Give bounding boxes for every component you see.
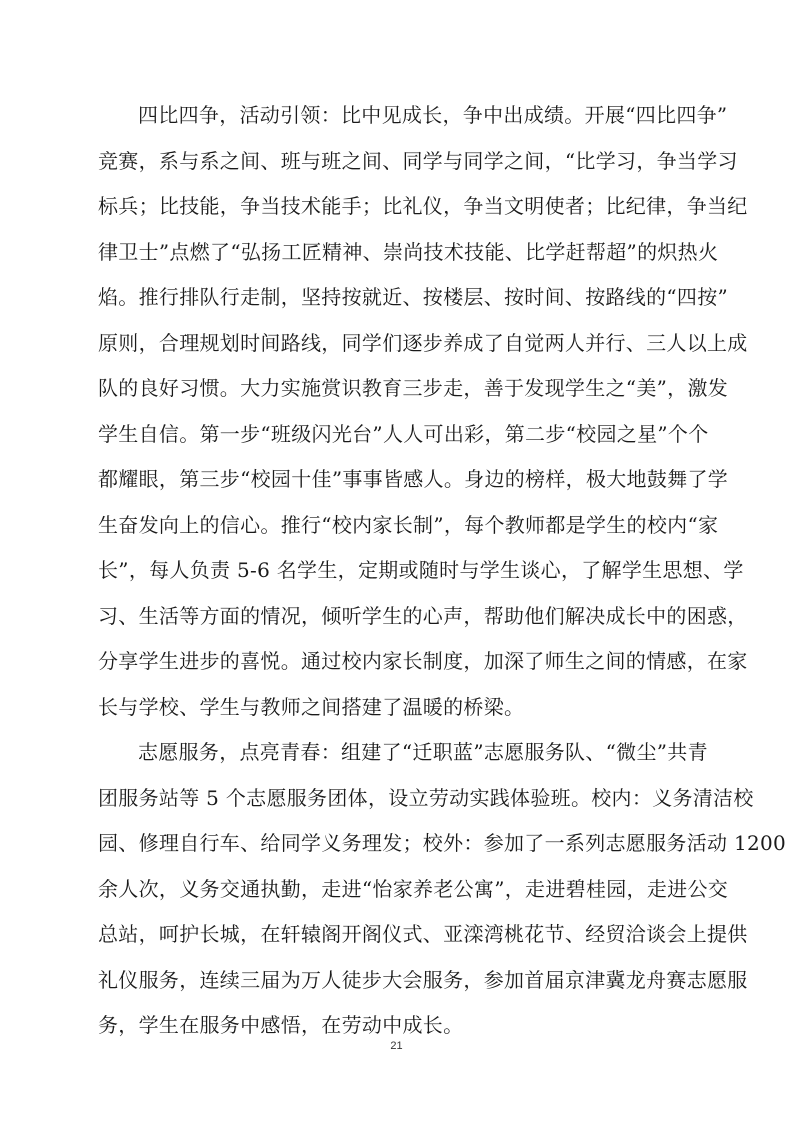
text-line: 团服务站等 5 个志愿服务团体，设立劳动实践体验班。校内：义务清洁校 bbox=[98, 785, 754, 810]
text-line: 务，学生在服务中感悟，在劳动中成长。 bbox=[98, 1013, 464, 1037]
paragraph-four-comparisons bbox=[98, 93, 748, 730]
text-line: 礼仪服务，连续三届为万人徒步大会服务，参加首届京津冀龙舟赛志愿服 bbox=[98, 967, 748, 992]
page-number: 21 bbox=[390, 1040, 403, 1052]
body-text bbox=[98, 93, 787, 1049]
text-line: 分享学生进步的喜悦。通过校内家长制度，加深了师生之间的情感，在家 bbox=[98, 649, 748, 673]
text-line: 竞赛，系与系之间、班与班之间、同学与同学之间，“比学习，争当学习 bbox=[98, 148, 738, 173]
text-line: 原则，合理规划时间路线，同学们逐步养成了自觉两人并行、三人以上成 bbox=[98, 330, 748, 355]
text-line: 余人次，义务交通执勤，走进“怡家养老公寓”，走进碧桂园，走进公交 bbox=[98, 876, 729, 901]
text-line: 长”，每人负责 5-6 名学生，定期或随时与学生谈心，了解学生思想、学 bbox=[98, 558, 744, 582]
text-line: 四比四争，活动引领：比中见成长，争中出成绩。开展“四比四争” bbox=[138, 103, 728, 127]
text-line: 园、修理自行车、给同学义务理发；校外：参加了一系列志愿服务活动 1200 bbox=[98, 831, 787, 855]
text-line: 律卫士”点燃了“弘扬工匠精神、崇尚技术技能、比学赶帮超”的炽热火 bbox=[98, 239, 719, 264]
paragraph-volunteer-service bbox=[98, 730, 787, 1049]
text-line: 学生自信。第一步“班级闪光台”人人可出彩，第二步“校园之星”个个 bbox=[98, 421, 709, 446]
text-line: 焰。推行排队行走制，坚持按就近、按楼层、按时间、按路线的“四按” bbox=[98, 285, 729, 309]
text-line: 队的良好习惯。大力实施赏识教育三步走，善于发现学生之“美”，激发 bbox=[98, 376, 729, 400]
text-line: 都耀眼，第三步“校园十佳”事事皆感人。身边的榜样，极大地鼓舞了学 bbox=[98, 467, 729, 491]
text-line: 长与学校、学生与教师之间搭建了温暖的桥梁。 bbox=[98, 694, 525, 719]
text-line: 习、生活等方面的情况，倾听学生的心声，帮助他们解决成长中的困惑， bbox=[98, 603, 748, 628]
text-line: 标兵；比技能，争当技术能手；比礼仪，争当文明使者；比纪律，争当纪 bbox=[98, 194, 748, 218]
text-line: 志愿服务，点亮青春：组建了“迁职蓝”志愿服务队、“微尘”共青 bbox=[138, 740, 708, 764]
text-line: 生奋发向上的信心。推行“校内家长制”，每个教师都是学生的校内“家 bbox=[98, 512, 719, 537]
text-line: 总站，呵护长城，在轩辕阁开阁仪式、亚滦湾桃花节、经贸洽谈会上提供 bbox=[98, 922, 748, 946]
